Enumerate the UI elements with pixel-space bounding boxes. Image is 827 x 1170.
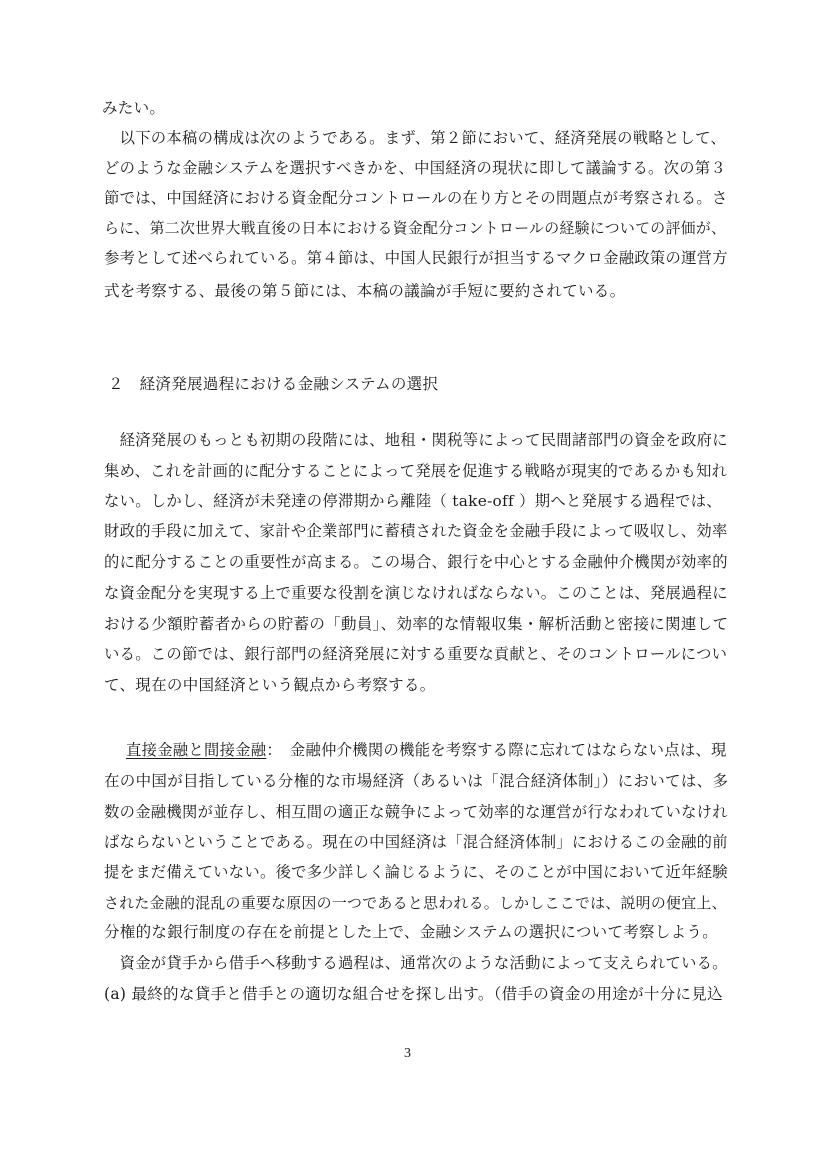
para2-line-3: 数の金融機関が並存し、相互間の適正な競争によって効率的な運営が行なわれていなけれ [104,803,728,821]
para2-line-9: (a) 最終的な貸手と借手との適切な組合せを探し出す。（借手の資金の用途が十分に見込 [104,985,723,1003]
para1-line-8: いる。この節では、銀行部門の経済発展に対する重要な貢献と、そのコントロールについ [104,645,728,663]
para1-line-1: 経済発展のもっとも初期の段階には、地租・関税等によって民間諸部門の資金を政府に [104,431,728,449]
intro-line-5: らに、第二次世界大戦直後の日本における資金配分コントロールの経験についての評価が、 [104,219,727,237]
para1-line-2: 集め、これを計画的に配分することによって発展を促進する戦略が現実的であるかも知れ [104,462,728,480]
intro-line-3: どのような金融システムを選択すべきかを、中国経済の現状に即して議論する。次の第３ [104,159,727,177]
intro-line-6: 参考として述べられている。第４節は、中国人民銀行が担当するマクロ金融政策の運営方 [104,249,728,267]
para2-line-6: された金融的混乱の重要な原因の一つであると思われる。しかしここでは、説明の便宜上、 [104,894,727,912]
para1-line-4: 財政的手段に加えて、家計や企業部門に蓄積された資金を金融手段によって吸収し、効率 [104,522,728,540]
para2-line-5: 提をまだ備えていない。後で多少詳しく論じるように、そのことが中国において近年経験 [104,863,728,881]
section-heading: ２ 経済発展過程における金融システムの選択 [108,375,439,393]
para2-line-2: 在の中国が目指している分権的な市場経済（あるいは「混合経済体制」）においては、多 [104,772,729,790]
para1-line-6: な資金配分を実現する上で重要な役割を演じなければならない。このことは、発展過程に [104,584,728,602]
para1-line-5: 的に配分することの重要性が高まる。この場合、銀行を中心とする金融仲介機関が効率的 [104,553,728,571]
intro-line-2: 以下の本稿の構成は次のようである。まず、第２節において、経済発展の戦略として、 [104,129,727,147]
para2-line-8: 資金が貸手から借手へ移動する過程は、通常次のような活動によって支えられている。 [104,954,728,972]
para2-line-1 [126,740,727,760]
para2-line-7: 分権的な銀行制度の存在を前提とした上で、金融システムの選択について考察しよう。 [104,923,719,941]
para1-line-9: て、現在の中国経済という観点から考察する。 [104,676,436,694]
para2-line-4: ばならないということである。現在の中国経済は「混合経済体制」におけるこの金融的前 [104,833,728,851]
para1-line-7: おける少額貯蓄者からの貯蓄の「動員」、効率的な情報収集・解析活動と密接に関連して [104,615,729,633]
page-number: 3 [404,1046,411,1061]
para1-line-3: ない。しかし、経済が未発達の停滞期から離陸（ take-off ）期へと発展する過程では、 [104,492,722,510]
term-direct-indirect-finance: 直接金融と間接金融 [126,741,267,759]
para2-line-1-rest: ： 金融仲介機関の機能を考察する際に忘れてはならない点は、現 [266,741,727,759]
intro-line-4: 節では、中国経済における資金配分コントロールの在り方とその問題点が考察される。さ [104,189,728,207]
intro-line-7: 式を考察する、最後の第５節には、本稿の議論が手短に要約されている。 [104,282,626,300]
intro-line-1: みたい。 [102,99,166,117]
